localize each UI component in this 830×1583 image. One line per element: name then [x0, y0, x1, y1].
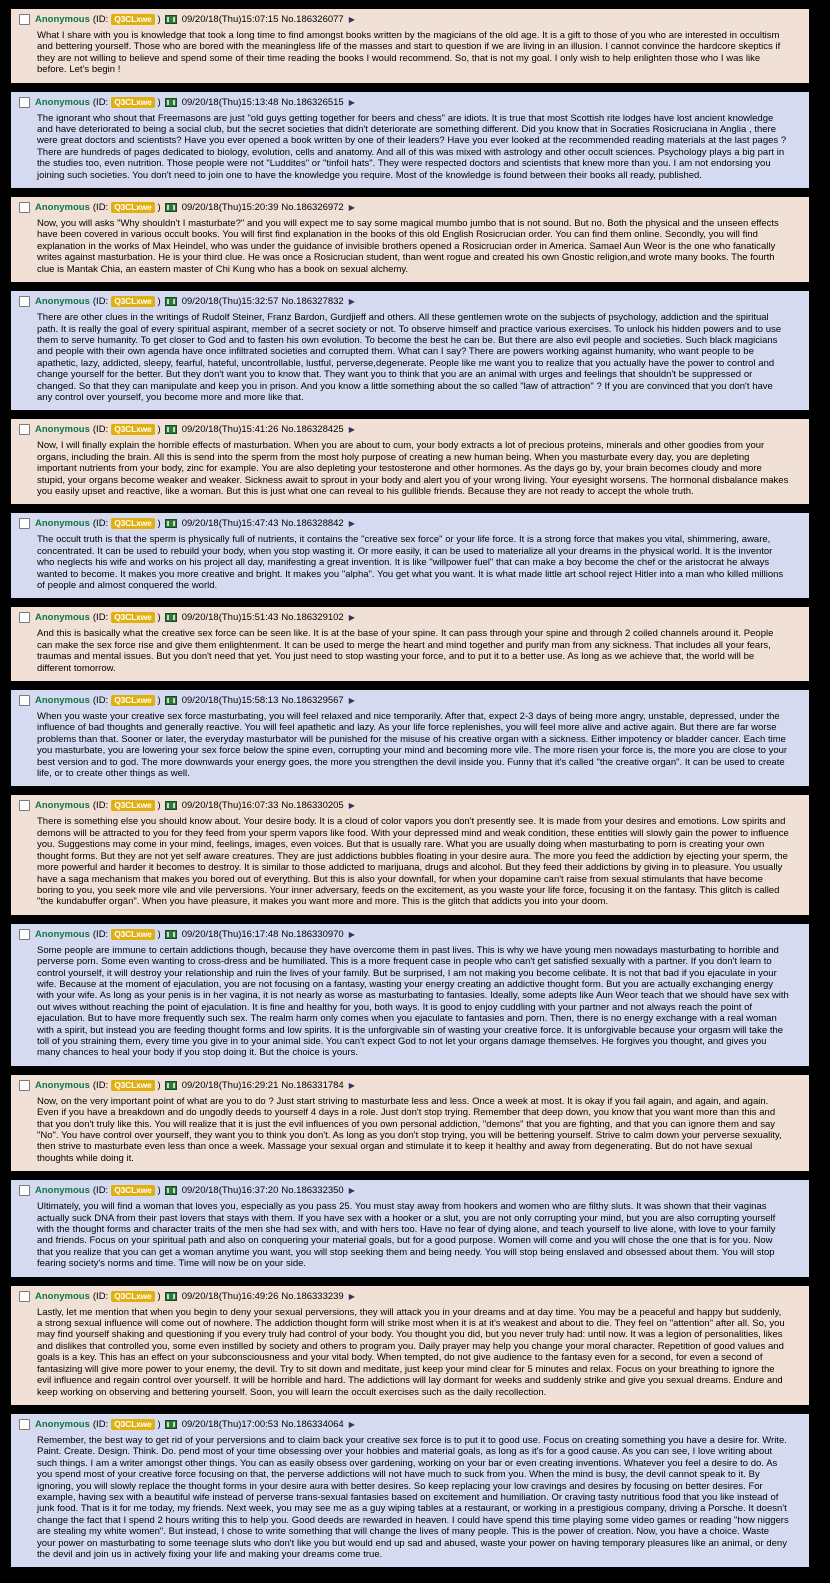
- post-number[interactable]: No.186333239: [281, 1290, 344, 1302]
- post-menu-arrow-icon[interactable]: ▶: [348, 929, 355, 939]
- post-header: [17, 694, 803, 706]
- country-flag-icon: [165, 1081, 177, 1090]
- poster-name: Anonymous: [35, 928, 90, 940]
- poster-id-close-paren: ): [157, 1418, 161, 1430]
- post-menu-arrow-icon[interactable]: ▶: [348, 425, 355, 435]
- post: [10, 794, 810, 915]
- post-timestamp: 09/20/18(Thu)15:41:26: [181, 424, 279, 436]
- post-body: Now, you will asks "Why shouldn't I masturbate?" and you will expect me to say some magical mumbo jumbo that is not sound. But no. Both the physical and the unseen effects have been covered in various occult books. You will first find explanation in the books of this old English Rosicrucian order. You can find them online. Secondly, you will find explanation in the works of Max Heindel, who was under the guidance of invisible brothers opened a Rosicrucian order in America. Samael Aun Weor is the one who fanatically writes against masturbation. He is your third clue. He was once a Rosicrucian student, than went rogue and created his own Gnostic religion,and wrote many books. The fourth clue is Mantak Chia, an eastern master of Chi Kung who has a book on sexual alchemy.: [37, 218, 779, 275]
- post-header: [17, 13, 803, 25]
- post-body: Lastly, let me mention that when you begin to deny your sexual perversions, they will attack you in your dreams and at day time. You may be a peaceful and happy but suddenly, a strong sexual influence will come out of nowhere. The addiction thought form will strike most when it is at it's weakest and about to die. They feel on "attention" after all. So, you may find yourself shaking and questioning if you every truly had control of your body. You thought you did, but you never truly had: until now. It was a legion of personalities, likes and dislikes that controlled you, some even instilled by society and others to program you. Daily prayer may help you change your moral character. Repetition of good values and goals is a key. This has an effect on your subconsciousness and your vital body. When tempted, do not give audience to the fantasy even for a second, for even a second of fantasizing will give more power to your enemy, the devil. Try to sit down and meditate, just keep your mind clear for 5 minutes and relax. Focus on your breathing to ignore the evil influence and regain control over yourself. It will be horrible and hard. The addictions will lay dormant for weeks and suddenly strike and give you sexual dreams. Endure and keep working on observing and bettering yourself. Soon, you will learn the occult exercises such as the daily recollection.: [37, 1306, 785, 1398]
- post-body: And this is basically what the creative sex force can be seen like. It is at the base of your spine. It can pass through your spine and through 2 coiled channels around it. People can make the sex force rise and give them enlightenment. It can be used to merge the heart and mind together and purify man from any sickness. That includes all your fears, traumas and mental issues. But you don't need that yet. You just need to stop wasting your force, and to put it to a better use. As long as we achieve that, the world will be different tomorrow.: [37, 628, 774, 674]
- post: [10, 290, 810, 411]
- poster-id-open-paren: (ID:: [92, 695, 109, 707]
- post-select-checkbox[interactable]: [19, 612, 30, 623]
- post-body: Now, I will finally explain the horrible effects of masturbation. When you are about to cum, your body extracts a lot of precious proteins, minerals and other goodies from your organs, including the brain. All this is send into the sperm from the most holy purpose of creating a new human being. When you masturbate every day, you are depleting important nutrients from your body, zinc for example. You are also depleting your testosterone and other hormones. As the days go by, your brain becomes cloudy and more stupid, your organs become weaker and weaker. Sickness await to sprout in your body and alert you of your wrong living. Your eyesight worsens. The hormonal disbalance makes you easily upset and reactive, like a woman. But this is just what one can reveal to his gullible friends. Because they are not ready to accept the whole truth.: [37, 440, 789, 497]
- post-header: [17, 517, 803, 529]
- poster-id-open-paren: (ID:: [92, 800, 109, 812]
- post-menu-arrow-icon[interactable]: ▶: [348, 97, 355, 107]
- poster-name: Anonymous: [35, 695, 90, 707]
- poster-id-close-paren: ): [157, 800, 161, 812]
- poster-id-badge[interactable]: Q3CLxwe: [111, 1291, 154, 1302]
- poster-id-badge[interactable]: Q3CLxwe: [111, 1185, 154, 1196]
- poster-id-close-paren: ): [157, 296, 161, 308]
- post: [10, 689, 810, 787]
- post-body: Now, on the very important point of what are you to do ? Just start striving to masturbate less and less. Once a week at most. It is okay if you fail again, and again, and again. Even if you have a breakdown and do ungodly deeds to yourself 4 days in a role. Just don't stop trying. Remember that deep down, you know that you want more than this and that you don't truly like this. You will realize that it is just the evil influences of you own personal addiction, "demons" that you are fighting, and that you can ignore them and say "No". You have control over yourself, they want you to think you don't. As long as you don't stop trying, you will be bettering yourself. Strive to calm down your perverse sexuality, then strive to masturbate even less than once a week. Massage your sexual organ and stimulate it to keep it healthy and away from degenerating. But do not have sexual thoughts while doing it.: [37, 1095, 782, 1164]
- post-select-checkbox[interactable]: [19, 695, 30, 706]
- post-select-checkbox[interactable]: [19, 1291, 30, 1302]
- post-header: [17, 799, 803, 811]
- post: [10, 1413, 810, 1568]
- post-body: There is something else you should know about. Your desire body. It is a cloud of color vapors you don't presently see. It is made from your desires and emotions. Low spirits and demons will be attracted to you for they feed from your sperm vapors like food. With your depressed mind and weak condition, these entities will slowly gain the power to influence you. Suggestions may come in your mind, feelings, images, even voices. But that is usually rare. What you are usually doing when masturbating to porn is creating your own thought forms. But they are not yet self aware creatures. They are just addictions bubbles floating in your desire aura. The more you feed the addiction by ejecting your sperm, the more powerful and harder it becomes to destroy. It is similar to those addicted to marijuana, drugs and alcohol. But they feed their addictions by giving in to pleasure. You usually have a saga mechanism that makes you bored out of everything. But this is also your downfall, for when your dopamine can't raise from sexual stimulants that have become boring to you, you seek more vile and vile perversions. Your inner adversary, feeds on the excitement, as you waste your life force, focusing it on the fantasy. This glitch is called "the kundabuffer organ". When you have pleasure, it makes you want more and more. This is the glitch that addicts you into your doom.: [37, 816, 789, 908]
- post-select-checkbox[interactable]: [19, 14, 30, 25]
- poster-name: Anonymous: [35, 1185, 90, 1197]
- poster-name: Anonymous: [35, 96, 90, 108]
- post-menu-arrow-icon[interactable]: ▶: [348, 1186, 355, 1196]
- post-body: There are other clues in the writings of Rudolf Steiner, Franz Bardon, Gurdjieff and others. All these gentlemen wrote on the subjects of psychology, addiction and the spiritual path. It is really the goal of every spiritual aspirant, member of a secret society or not. To observe himself and practice various exercises. To unlock his hidden powers and to use them to serve humanity. To get closer to God and to fasten his own evolution. To become the best he can be. But there are also evil people and societies. Such black magicians and people with their own agenda have once infiltrated societies and corrupted them. What can I say? There are powers working against humanity, who want people to be apathetic, lazy, addicted, sleepy, fearful, hateful, uncontrollable, lustful, perverse,degenerate. People like me want you to realize that you actually have the power to control and change yourself for the better. But they don't want you to know that. They want you to think that you are an animal with urges and feelings that shouldn't be suppressed or changed. So that they can manipulate and keep you in prison. And you know a little something about the so called "law of attraction" ? If you are convinced that you don't have any control over yourself, you become more and more like that.: [37, 312, 782, 403]
- poster-id-badge[interactable]: Q3CLxwe: [111, 296, 154, 307]
- poster-id-open-paren: (ID:: [92, 96, 109, 108]
- poster-id-badge[interactable]: Q3CLxwe: [111, 800, 154, 811]
- poster-id-close-paren: ): [157, 14, 161, 25]
- post-body: When you waste your creative sex force masturbating, you will feel relaxed and nice temporarily. After that, expect 2-3 days of being more angry, unstable, depressed, under the influence of bad thoughts and generally reactive. You will feel apathetic and lazy. As your life force replenishes, you will feel more alive and active again. But there are far worse problems than that. Sooner or later, the everyday masturbator will be punished for the misuse of his creative organ with a sickness. Either impotency or bladder cancer. Each time you masturbate, you are lowering your sex force below the spine even, corrupting your mind and becoming more vile. The more risen your force is, the more you are close to your best version and to god. The more downwards your energy goes, the more you strengthen the devil inside you. Funny that it's called "the creative organ". It can be used to create life, or to create other things as well.: [37, 711, 788, 780]
- post-number[interactable]: No.186328842: [281, 518, 344, 530]
- post-number[interactable]: No.186330970: [281, 928, 344, 940]
- post-select-checkbox[interactable]: [19, 1185, 30, 1196]
- poster-id-badge[interactable]: Q3CLxwe: [111, 424, 154, 435]
- post-number[interactable]: No.186328425: [281, 424, 344, 436]
- country-flag-icon: [165, 930, 177, 939]
- poster-id-open-paren: (ID:: [92, 518, 109, 530]
- post-header: [17, 1079, 803, 1091]
- poster-id-close-paren: ): [157, 612, 161, 624]
- poster-name: Anonymous: [35, 14, 90, 25]
- post: [10, 923, 810, 1067]
- poster-id-close-paren: ): [157, 518, 161, 530]
- poster-id-open-paren: (ID:: [92, 612, 109, 624]
- poster-id-close-paren: ): [157, 96, 161, 108]
- post-select-checkbox[interactable]: [19, 296, 30, 307]
- poster-name: Anonymous: [35, 202, 90, 214]
- poster-name: Anonymous: [35, 424, 90, 436]
- poster-name: Anonymous: [35, 1418, 90, 1430]
- post-header: [17, 423, 803, 435]
- post: [10, 1179, 810, 1277]
- country-flag-icon: [165, 15, 177, 24]
- post-select-checkbox[interactable]: [19, 97, 30, 108]
- poster-name: Anonymous: [35, 518, 90, 530]
- poster-id-open-paren: (ID:: [92, 14, 109, 25]
- post-timestamp: 09/20/18(Thu)15:20:39: [181, 202, 279, 214]
- poster-name: Anonymous: [35, 612, 90, 624]
- country-flag-icon: [165, 696, 177, 705]
- poster-id-badge[interactable]: Q3CLxwe: [111, 14, 154, 25]
- post-menu-arrow-icon[interactable]: ▶: [348, 1419, 355, 1429]
- post-timestamp: 09/20/18(Thu)15:51:43: [181, 612, 279, 624]
- post-header: [17, 295, 803, 307]
- post: [10, 1285, 810, 1406]
- poster-id-open-paren: (ID:: [92, 1290, 109, 1302]
- post-timestamp: 09/20/18(Thu)17:00:53: [181, 1418, 279, 1430]
- post-number[interactable]: No.186329567: [281, 695, 344, 707]
- country-flag-icon: [165, 1420, 177, 1429]
- post-menu-arrow-icon[interactable]: ▶: [348, 203, 355, 213]
- post-header: [17, 1418, 803, 1430]
- post-timestamp: 09/20/18(Thu)15:47:43: [181, 518, 279, 530]
- country-flag-icon: [165, 98, 177, 107]
- post-select-checkbox[interactable]: [19, 424, 30, 435]
- post-number[interactable]: No.186330205: [281, 800, 344, 812]
- post-select-checkbox[interactable]: [19, 929, 30, 940]
- post-select-checkbox[interactable]: [19, 1080, 30, 1091]
- poster-id-close-paren: ): [157, 424, 161, 436]
- post-timestamp: 09/20/18(Thu)16:49:26: [181, 1290, 279, 1302]
- poster-id-open-paren: (ID:: [92, 1418, 109, 1430]
- post-body: The occult truth is that the sperm is physically full of nutrients, it contains the "creative sex force" or your life force. It is a strong force that makes you vital, shimmering, aware, concentrated. It can be used to rebuild your body, when you stop wasting it. Or more easily, it can be used to materialize all your dreams in the physical world. It is the inventor who neglects his wife and works on his project all day, manifesting a great invention. It is like "willpower fuel" that can make a boy become the chef or the aristocrat he always wanted to become. It makes you more creative and bright. It makes you "alpha". You get what you want. It is what made little art school reject Hitler into a man who killed millions of people and almost conquered the world.: [37, 534, 784, 591]
- poster-id-badge[interactable]: Q3CLxwe: [111, 612, 154, 623]
- post-timestamp: 09/20/18(Thu)16:07:33: [181, 800, 279, 812]
- post-menu-arrow-icon[interactable]: ▶: [348, 1080, 355, 1090]
- post-timestamp: 09/20/18(Thu)15:07:15: [181, 14, 279, 25]
- poster-id-badge[interactable]: Q3CLxwe: [111, 1419, 154, 1430]
- poster-id-close-paren: ): [157, 1079, 161, 1091]
- poster-name: Anonymous: [35, 1079, 90, 1091]
- poster-id-badge[interactable]: Q3CLxwe: [111, 97, 154, 108]
- post-header: [17, 611, 803, 623]
- post: [10, 512, 810, 599]
- poster-id-close-paren: ): [157, 202, 161, 214]
- post-header: [17, 96, 803, 108]
- post-select-checkbox[interactable]: [19, 202, 30, 213]
- country-flag-icon: [165, 425, 177, 434]
- post-timestamp: 09/20/18(Thu)16:17:48: [181, 928, 279, 940]
- poster-id-open-paren: (ID:: [92, 1185, 109, 1197]
- post-number[interactable]: No.186327832: [281, 296, 344, 308]
- poster-name: Anonymous: [35, 800, 90, 812]
- post-timestamp: 09/20/18(Thu)16:37:20: [181, 1185, 279, 1197]
- post-number[interactable]: No.186331784: [281, 1079, 344, 1091]
- poster-id-open-paren: (ID:: [92, 928, 109, 940]
- post-select-checkbox[interactable]: [19, 800, 30, 811]
- post-number[interactable]: No.186326077: [281, 14, 344, 25]
- poster-name: Anonymous: [35, 296, 90, 308]
- post-menu-arrow-icon[interactable]: ▶: [348, 297, 355, 307]
- poster-id-badge[interactable]: Q3CLxwe: [111, 929, 154, 940]
- post-timestamp: 09/20/18(Thu)15:58:13: [181, 695, 279, 707]
- country-flag-icon: [165, 1292, 177, 1301]
- poster-id-badge[interactable]: Q3CLxwe: [111, 518, 154, 529]
- poster-id-close-paren: ): [157, 695, 161, 707]
- post-header: [17, 1184, 803, 1196]
- post-menu-arrow-icon[interactable]: ▶: [348, 519, 355, 529]
- poster-id-open-paren: (ID:: [92, 202, 109, 214]
- post-body: Some people are immune to certain addictions though, because they have overcome them in past lives. This is why we have young men nowadays masturbating to horrible and perverse porn. Some even wanting to cross-dress and be humiliated. This is a more frequent case in people who can't get satisfied sexually with a partner. If you don't learn to control yourself, it will destroy your relationship and ruin the lives of your family. But be surprised, I am not making you become celibate. It is not that bad if you ejaculate in your wife. Because at the moment of ejaculation, you are not focusing on a fantasy, wasting your energy creating an addictive thought form. But you are actually exchanging energy with your wife. As long as your penis is in her vagina, it is not nearly as worse as masturbating to fantasies. Ideally, some adepts like Aun Weor teach that we should have sex with out wives without reaching the point of ejaculation. It is fine and healthy for you, both ways. It is good to enjoy cuddling with your partner and not always reach the point of ejaculation. But to have more frequently such sex. The realm harm only comes when you ejaculate to fantasies and porn. Then, there is no energy exchange with a real woman with a spirit, but instead you are feeding thought forms and low spirits. It is the unforgivable sin of wasting your creative force. It is unforgivable because your orgasm will take the toll of you straining them, every time you give in to your animal side. You can't expect God to not let your organs damage themselves. He forgives you thought, and gives you many chances to heal your body if you stop doing it. But the choice is yours.: [37, 944, 789, 1059]
- post: [10, 91, 810, 189]
- poster-id-badge[interactable]: Q3CLxwe: [111, 1080, 154, 1091]
- post-menu-arrow-icon[interactable]: ▶: [348, 1291, 355, 1301]
- poster-id-open-paren: (ID:: [92, 296, 109, 308]
- poster-id-close-paren: ): [157, 928, 161, 940]
- country-flag-icon: [165, 613, 177, 622]
- post-timestamp: 09/20/18(Thu)15:13:48: [181, 96, 279, 108]
- post-header: [17, 201, 803, 213]
- post: [10, 1074, 810, 1172]
- country-flag-icon: [165, 1186, 177, 1195]
- post-header: [17, 1290, 803, 1302]
- poster-id-close-paren: ): [157, 1185, 161, 1197]
- poster-id-close-paren: ): [157, 1290, 161, 1302]
- post-menu-arrow-icon[interactable]: ▶: [348, 801, 355, 811]
- poster-id-open-paren: (ID:: [92, 424, 109, 436]
- post-body: Ultimately, you will find a woman that loves you, especially as you pass 25. You must stay away from hookers and women who are filthy sluts. It was shown that their vaginas actually suck DNA from their past lovers that stays with them. If you have sex with a hooker or a slut, you are not only corrupting your mind, but you are also corrupting yourself with the thought forms and character traits of the men she had sex with, and with hers too. Have no fear of dying alone, and teach yourself to live alone, with love to your family and friends. Focus on your spiritual path and also on conquering your material goals, but for a good purpose. Women will come and you will chose the one that is for you. Now that you realize that you can get a woman anytime you want, you will stop seeking them and being needy. You will stop being enslaved and obsessed about them. You will stop fearing society's norms and time. Time will now be on your side.: [37, 1201, 776, 1270]
- post-timestamp: 09/20/18(Thu)15:32:57: [181, 296, 279, 308]
- post-body: Remember, the best way to get rid of your perversions and to claim back your creative sex force is to put it to good use. Focus on creating something you have a desire for. Write. Paint. Create. Design. Think. Do. pend most of your time obsessing over your hobbies and material goals, as long as it's for a good cause. As you can see, I love writing about such things. I am a writer amongst other things. You can as easily obsess over gardening, working on your bar or even creating inventions. Whatever you feel a desire to do. As you spend most of your creative force focusing on that, the perverse addictions will not have much to suck from you. When the mind is busy, the devil cannot speak to it. By ignoring, you will slowly replace the thought forms in your desire aura with better desires. So keep replacing your low cravings and desires by focusing on better desires. For example, having sex with a beautiful wife instead of perverse trans-sexual fantasies based on excitement and humiliation. Or craving tasty nutritious food that you like instead of junk food. That is it for me today, my friends. Next week, you may see me as a guy wiping tables at a restaurant, or working in a prestigious company, driving a Porsche. It doesn't change the fact that I spend 2 hours writing this to help you. Good deeds are rewarded in heaven. I could have spend this time playing some video games or reading "how niggers are stealing my white women". But instead, I chose to write something that will change the lives of many people. This is the power of creation. Now, you have a choice. Waste your power on masturbating to some teenage sluts who don't like you but would end up sad and abused, waste your power on having temporary pleasures like an animal, or deny the devil and join us in actively fixing your life and making your dreams come true.: [37, 1434, 789, 1560]
- post-number[interactable]: No.186332350: [281, 1185, 344, 1197]
- post-menu-arrow-icon[interactable]: ▶: [348, 696, 355, 706]
- post-number[interactable]: No.186326972: [281, 202, 344, 214]
- post-header: [17, 928, 803, 940]
- post-body: What I share with you is knowledge that took a long time to find amongst books written by the magicians of the old age. It is a gift to those of you who are interested in occultism and bettering yourself. Those who are bored with the meaningless life of the masses and start to question if we are living in an illusion. I cannot convince the hardcore skeptics if they are not willing to believe and spend some of their time reading the books I would recommend. So, that is not my goal. I only wish to help enlighten those who I was like before. Let's begin !: [37, 30, 781, 76]
- post: [10, 418, 810, 505]
- post: [10, 8, 810, 84]
- country-flag-icon: [165, 297, 177, 306]
- poster-id-badge[interactable]: Q3CLxwe: [111, 695, 154, 706]
- post: [10, 196, 810, 283]
- post-select-checkbox[interactable]: [19, 1419, 30, 1430]
- post-timestamp: 09/20/18(Thu)16:29:21: [181, 1079, 279, 1091]
- country-flag-icon: [165, 519, 177, 528]
- poster-id-open-paren: (ID:: [92, 1079, 109, 1091]
- poster-id-badge[interactable]: Q3CLxwe: [111, 202, 154, 213]
- post-select-checkbox[interactable]: [19, 518, 30, 529]
- country-flag-icon: [165, 801, 177, 810]
- poster-name: Anonymous: [35, 1290, 90, 1302]
- post: [10, 606, 810, 682]
- country-flag-icon: [165, 203, 177, 212]
- post-menu-arrow-icon[interactable]: ▶: [348, 613, 355, 623]
- post-menu-arrow-icon[interactable]: ▶: [348, 15, 355, 24]
- post-number[interactable]: No.186329102: [281, 612, 344, 624]
- post-number[interactable]: No.186326515: [281, 96, 344, 108]
- post-body: The ignorant who shout that Freemasons are just "old guys getting together for beers and chess" are idiots. It is true that most Scottish rite lodges have lost ancient knowledge and have deteriorated to being a social club, but the secret societies that didn't deteriorate are something different. Did you know that in Socraties Rosicruciana in Anglia , there were great doctors and scientists? Have you ever opened a book written by one of their leaders? Have you ever looked at the recommended reading materials at the last pages ? There are hundreds of pages dedicated to biology, evolution, cells and anatomy. And all of this was mixed with astrology and other occult sciences. Psychology plays a big part in the studies too, even nutrition. Those people were not "Luddites" or "tinfoil hats". They were respected doctors and scientists that knew more than you. I am not endorsing you joining such societies. You don't need to join one to have the knowledge you require. Most of the knowledge is found between their books all ready, published.: [37, 112, 787, 181]
- post-number[interactable]: No.186334064: [281, 1418, 344, 1430]
